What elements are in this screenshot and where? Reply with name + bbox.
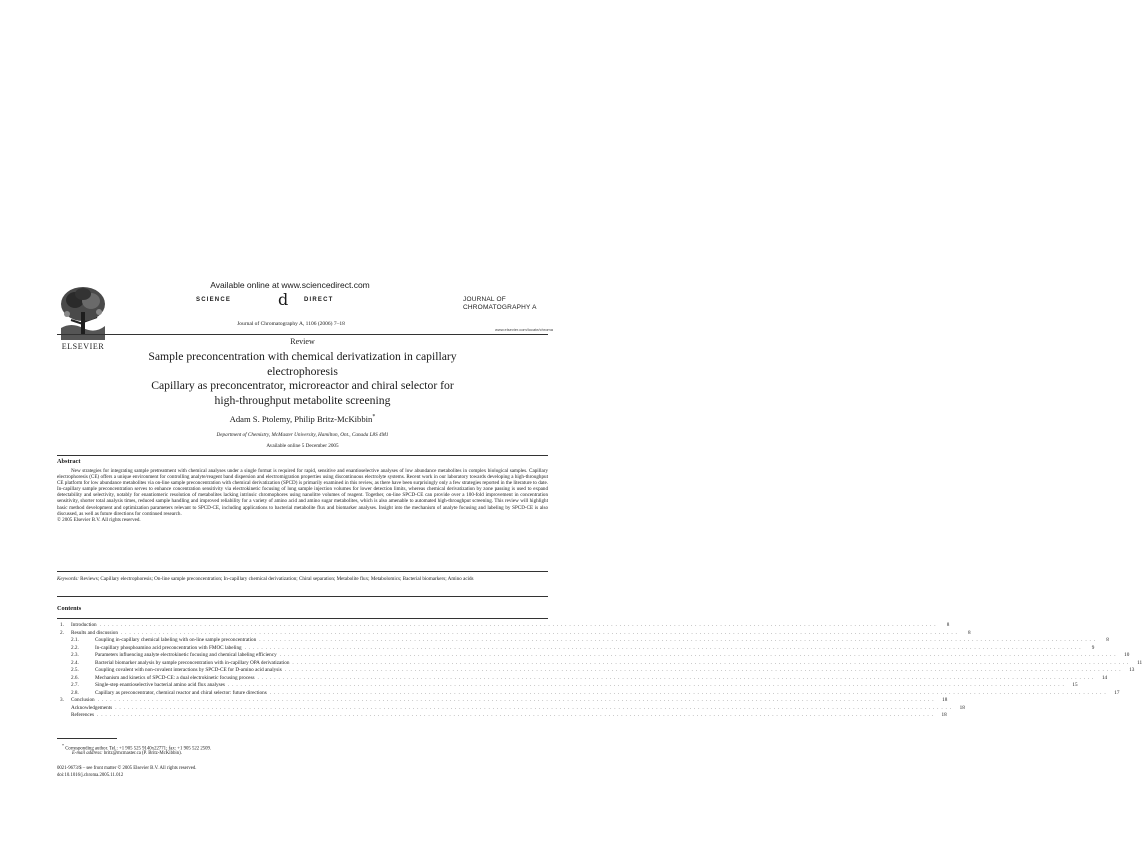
toc-entry-label: Acknowledgements — [71, 704, 113, 711]
toc-entry[interactable] — [60, 637, 1109, 645]
toc-dot-leader: . . . . . . . . . . . . . . . . . . . . . . . . . . . . . . . . . . . . . . . . . . . . . . . . . . . . . . . . . . . . . . . . . . . . . . . . . . . . . . . . . . . . . . . . . . . . . . . . . . . . . . . . . . . . . . . . . . . . . . . . . . . . . . . . . . . . . . . . . . . . . . . . . . . . . . . . . . . . . . . . . . . . . . . . . . . . . . . . . . . . . . . . . . . . . . . . . . . . . . . . — [244, 644, 1082, 651]
email-footnote — [72, 751, 472, 756]
toc-entry-number: 2.5. — [71, 667, 79, 673]
title-line-1: Sample preconcentration with chemical derivatization in capillary — [148, 350, 457, 363]
toc-dot-leader: . . . . . . . . . . . . . . . . . . . . . . . . . . . . . . . . . . . . . . . . . . . . . . . . . . . . . . . . . . . . . . . . . . . . . . . . . . . . . . . . . . . . . . . . . . . . . . . . . . . . . . . . . . . . . . . . . . . . . . . . . . . . . . . . . . . . . . . . . . . . . . . . . . . . . . . . . . . . . . . . . . . . . . . . . . . . . . . . . . . . . . . . . . . . . . . . . . . . . . . . — [227, 682, 1065, 688]
sciencedirect-left: SCIENCE — [196, 297, 232, 303]
toc-entry[interactable] — [60, 704, 965, 713]
journal-name — [463, 296, 563, 312]
affiliation: Department of Chemistry, McMaster University, Hamilton, Ont., Canada L8S 4M1 — [216, 432, 389, 438]
toc-dot-leader: . . . . . . . . . . . . . . . . . . . . . . . . . . . . . . . . . . . . . . . . . . . . . . . . . . . . . . . . . . . . . . . . . . . . . . . . . . . . . . . . . . . . . . . . . . . . . . . . . . . . . . . . . . . . . . . . . . . . . . . . . . . . . . . . . . . . . . . . . . . . . . . . . . . . . . . . . . . . . . . . . . . . . . . . . . . . . . . . . . . . . . . . . . . . . . . . . . . . . . . . — [97, 712, 934, 718]
toc-entry-number: 3. — [60, 697, 64, 703]
toc-dot-leader: . . . . . . . . . . . . . . . . . . . . . . . . . . . . . . . . . . . . . . . . . . . . . . . . . . . . . . . . . . . . . . . . . . . . . . . . . . . . . . . . . . . . . . . . . . . . . . . . . . . . . . . . . . . . . . . . . . . . . . . . . . . . . . . . . . . . . . . . . . . . . . . . . . . . . . . . . . . . . . . . . . . . . . . . . . . . . . . . . . . . . . . . . . . . . . . . . . . . . . . . — [284, 667, 1122, 673]
toc-dot-leader: . . . . . . . . . . . . . . . . . . . . . . . . . . . . . . . . . . . . . . . . . . . . . . . . . . . . . . . . . . . . . . . . . . . . . . . . . . . . . . . . . . . . . . . . . . . . . . . . . . . . . . . . . . . . . . . . . . . . . . . . . . . . . . . . . . . . . . . . . . . . . . . . . . . . . . . . . . . . . . . . . . . . . . . . . . . . . . . . . . . . . . . . . . . . . . . . . . . . . . . . — [97, 697, 935, 703]
keywords-text: Reviews; Capillary electrophoresis; On-line sample preconcentration; In-capillary chemical derivatization; Chiral separation; Metabolite flux; Metabolomics; Bacterial biomarkers; Amino acids — [80, 576, 474, 582]
toc-entry[interactable] — [60, 697, 948, 705]
toc-entry-label: Conclusion — [71, 697, 95, 703]
abstract-body — [57, 468, 548, 523]
toc-entry-label: Single-step enantioselective bacterial amino acid flux analyses — [95, 682, 225, 688]
toc-dot-leader: . . . . . . . . . . . . . . . . . . . . . . . . . . . . . . . . . . . . . . . . . . . . . . . . . . . . . . . . . . . . . . . . . . . . . . . . . . . . . . . . . . . . . . . . . . . . . . . . . . . . . . . . . . . . . . . . . . . . . . . . . . . . . . . . . . . . . . . . . . . . . . . . . . . . . . . . . . . . . . . . . . . . . . . . . . . . . . . . . . . . . . . . . . . . . . . . . . . . . . . . — [99, 622, 937, 628]
toc-entry-number: 2.1. — [71, 637, 79, 643]
toc-entry-page: 11 — [1137, 659, 1142, 666]
toc-entry-page: 9 — [1091, 644, 1095, 651]
abstract-top-rule — [57, 455, 548, 456]
footnote-rule — [57, 738, 117, 739]
journal-citation: Journal of Chromatography A, 1106 (2006) 7–18 — [237, 321, 345, 327]
toc-entry-label: Parameters influencing analyte electrokinetic focusing and chemical labeling efficiency — [95, 652, 277, 658]
toc-entry-page: 13 — [1129, 667, 1135, 673]
toc-entry[interactable] — [60, 674, 1108, 683]
toc-entry-number: 2.6. — [71, 674, 79, 681]
doi-link[interactable]: doi:10.1016/j.chroma.2005.11.012 — [57, 773, 124, 778]
section-type: Review — [290, 337, 315, 346]
contents-rule — [57, 618, 548, 619]
publisher-name: ELSEVIER — [61, 342, 105, 351]
keywords-top-rule — [57, 571, 548, 572]
toc-entry-label: References — [71, 712, 95, 718]
toc-dot-leader: . . . . . . . . . . . . . . . . . . . . . . . . . . . . . . . . . . . . . . . . . . . . . . . . . . . . . . . . . . . . . . . . . . . . . . . . . . . . . . . . . . . . . . . . . . . . . . . . . . . . . . . . . . . . . . . . . . . . . . . . . . . . . . . . . . . . . . . . . . . . . . . . . . . . . . . . . . . . . . . . . . . . . . . . . . . . . . . . . . . . . . . . . . . . . . . . . . . . . . . . — [269, 689, 1107, 696]
title-line-4: high-throughput metabolite screening — [214, 393, 391, 407]
toc-entry-label: Coupling covalent with non-covalent interactions by SPCD-CE for D-amino acid analysis — [95, 667, 282, 673]
toc-entry-page: 10 — [1124, 652, 1130, 658]
journal-name-line2: CHROMATOGRAPHY A — [463, 304, 537, 311]
toc-entry-label: Introduction — [71, 622, 97, 628]
toc-dot-leader: . . . . . . . . . . . . . . . . . . . . . . . . . . . . . . . . . . . . . . . . . . . . . . . . . . . . . . . . . . . . . . . . . . . . . . . . . . . . . . . . . . . . . . . . . . . . . . . . . . . . . . . . . . . . . . . . . . . . . . . . . . . . . . . . . . . . . . . . . . . . . . . . . . . . . . . . . . . . . . . . . . . . . . . . . . . . . . . . . . . . . . . . . . . . . . . . . . . . . . . . — [115, 704, 952, 711]
toc-entry-page: 18 — [959, 704, 965, 711]
toc-entry[interactable] — [60, 712, 947, 720]
email-label: E-mail address: — [72, 751, 103, 756]
toc-entry[interactable] — [60, 667, 1135, 675]
journal-name-line1: JOURNAL OF — [463, 296, 506, 303]
authors-text: Adam S. Ptolemy, Philip Britz-McKibbin — [229, 414, 373, 424]
header-rule — [57, 334, 548, 335]
toc-dot-leader: . . . . . . . . . . . . . . . . . . . . . . . . . . . . . . . . . . . . . . . . . . . . . . . . . . . . . . . . . . . . . . . . . . . . . . . . . . . . . . . . . . . . . . . . . . . . . . . . . . . . . . . . . . . . . . . . . . . . . . . . . . . . . . . . . . . . . . . . . . . . . . . . . . . . . . . . . . . . . . . . . . . . . . . . . . . . . . . . . . . . . . . . . . . . . . . . . . . . . . . . — [257, 674, 1095, 681]
toc-entry-page: 15 — [1072, 682, 1078, 688]
title-line-3: Capillary as preconcentrator, microreactor and chiral selector for — [151, 379, 454, 392]
toc-entry[interactable] — [60, 652, 1130, 660]
sciencedirect-at-icon: d — [278, 290, 289, 309]
toc-entry-number: 1. — [60, 622, 64, 628]
article-title — [57, 350, 548, 408]
corresponding-author-text: Corresponding author. Tel.: +1 905 525 9140x22771; fax: +1 905 522 2509. — [65, 746, 212, 752]
toc-entry-number: 2.3. — [71, 652, 79, 658]
journal-url: www.elsevier.com/locate/chroma — [494, 327, 553, 332]
toc-entry-number: 2. — [60, 629, 64, 636]
toc-entry-page: 8 — [968, 629, 971, 636]
toc-entry[interactable] — [60, 659, 1142, 668]
toc-dot-leader: . . . . . . . . . . . . . . . . . . . . . . . . . . . . . . . . . . . . . . . . . . . . . . . . . . . . . . . . . . . . . . . . . . . . . . . . . . . . . . . . . . . . . . . . . . . . . . . . . . . . . . . . . . . . . . . . . . . . . . . . . . . . . . . . . . . . . . . . . . . . . . . . . . . . . . . . . . . . . . . . . . . . . . . . . . . . . . . . . . . . . . . . . . . . . . . . . . . . . . . . — [120, 629, 958, 636]
corresponding-mark: * — [372, 414, 376, 421]
toc-entry-page: 18 — [942, 697, 948, 703]
toc-entry-page: 14 — [1101, 674, 1108, 681]
abstract-heading: Abstract — [57, 458, 81, 465]
title-line-2: electrophoresis — [267, 364, 338, 378]
toc-entry[interactable] — [60, 644, 1095, 653]
available-online-notice: Available online at www.sciencedirect.com — [210, 280, 370, 290]
toc-entry-label: Capillary as preconcentrator, chemical reactor and chiral selector: future directions — [95, 689, 267, 696]
toc-entry-number: 2.4. — [71, 659, 79, 666]
toc-entry-page: 18 — [941, 712, 947, 718]
toc-entry-number: 2.2. — [71, 644, 79, 651]
abstract-copyright: © 2005 Elsevier B.V. All rights reserved. — [57, 516, 141, 523]
available-online-date: Available online 5 December 2005 — [266, 443, 339, 449]
toc-entry-label: Mechanism and kinetics of SPCD-CE: a dual electrokinetic focusing process — [95, 674, 255, 681]
toc-dot-leader: . . . . . . . . . . . . . . . . . . . . . . . . . . . . . . . . . . . . . . . . . . . . . . . . . . . . . . . . . . . . . . . . . . . . . . . . . . . . . . . . . . . . . . . . . . . . . . . . . . . . . . . . . . . . . . . . . . . . . . . . . . . . . . . . . . . . . . . . . . . . . . . . . . . . . . . . . . . . . . . . . . . . . . . . . . . . . . . . . . . . . . . . . . . . . . . . . . . . . . . . — [259, 637, 1096, 643]
elsevier-tree-logo — [57, 284, 109, 340]
toc-entry-label: Coupling in-capillary chemical labeling with on-line sample preconcentration — [95, 637, 257, 643]
table-of-contents — [60, 622, 1142, 720]
sciencedirect-logo — [196, 290, 386, 309]
toc-dot-leader: . . . . . . . . . . . . . . . . . . . . . . . . . . . . . . . . . . . . . . . . . . . . . . . . . . . . . . . . . . . . . . . . . . . . . . . . . . . . . . . . . . . . . . . . . . . . . . . . . . . . . . . . . . . . . . . . . . . . . . . . . . . . . . . . . . . . . . . . . . . . . . . . . . . . . . . . . . . . . . . . . . . . . . . . . . . . . . . . . . . . . . . . . . . . . . . . . . . . . . . . — [279, 652, 1117, 658]
toc-entry-label: Results and discussion — [71, 629, 118, 636]
keywords-label: Keywords: — [57, 576, 79, 582]
toc-entry[interactable] — [60, 629, 971, 638]
toc-entry[interactable] — [60, 682, 1078, 690]
email-link[interactable]: britz@mcmaster.ca (P. Britz-McKibbin). — [103, 751, 182, 756]
contents-heading: Contents — [57, 605, 82, 612]
author-list — [57, 414, 548, 424]
toc-entry[interactable] — [60, 622, 950, 630]
footnote-mark: * — [62, 743, 64, 748]
toc-entry-page: 8 — [946, 622, 950, 628]
toc-entry-page: 17 — [1114, 689, 1120, 696]
toc-entry-number: 2.7. — [71, 682, 79, 688]
toc-dot-leader: . . . . . . . . . . . . . . . . . . . . . . . . . . . . . . . . . . . . . . . . . . . . . . . . . . . . . . . . . . . . . . . . . . . . . . . . . . . . . . . . . . . . . . . . . . . . . . . . . . . . . . . . . . . . . . . . . . . . . . . . . . . . . . . . . . . . . . . . . . . . . . . . . . . . . . . . . . . . . . . . . . . . . . . . . . . . . . . . . . . . . . . . . . . . . . . . . . . . . . . . — [292, 659, 1130, 666]
toc-entry-label: In-capillary phosphoamino acid preconcentration with FMOC labeling — [95, 644, 242, 651]
sciencedirect-right: DIRECT — [304, 297, 334, 303]
issn-line: 0021-9673/$ – see front matter © 2005 Elsevier B.V. All rights reserved. — [57, 766, 197, 771]
keywords-bottom-rule — [57, 596, 548, 597]
abstract-paragraph: New strategies for integrating sample pretreatment with chemical analyses under a single format is required for rapid, sensitive and enantioselective analyses of low abundance metabolites in complex biological samples. Capillary electrophoresis (CE) offers a unique environment for controlling analyte/reagent band dispersion and electromigration properties using discontinuous electrolyte systems. Recent work in our laboratory towards developing a high-throughput CE platform for low abundance metabolites via on-line sample preconcentration with chemical derivatization (SPCD) is primarily examined in this review, as there have been surprisingly only a few strategies reported in the literature to date. In-capillary sample preconcentration serves to enhance concentration sensitivity via electrokinetic focusing of long sample injection volumes for lower detection limits, whereas chemical derivatization by zone passing is used to expand detectability and selectivity, notably for enantiomeric resolution of metabolites lacking intrinsic chromophores using nanolitre volumes of reagent. Together, on-line SPCD-CE can provide over a 100-fold improvement in concentration sensitivity, shorter total analysis times, reduced sample handling and improved reliability for a variety of amino acid and amino sugar metabolites, which is also amenable to automated high-throughput screening. This review will highlight basic method development and optimization parameters relevant to SPCD-CE, including applications to bacterial metabolite flux and biomarker analyses. Insight into the mechanism of analyte focusing and labeling by SPCD-CE is also discussed, as well as future directions for continued research. — [57, 468, 548, 517]
toc-entry-label: Bacterial biomarker analysis by sample preconcentration with in-capillary OPA derivatization — [95, 659, 290, 666]
toc-entry-number: 2.8. — [71, 689, 79, 696]
keywords — [57, 576, 548, 582]
toc-entry-page: 8 — [1106, 637, 1109, 643]
toc-entry[interactable] — [60, 689, 1120, 698]
